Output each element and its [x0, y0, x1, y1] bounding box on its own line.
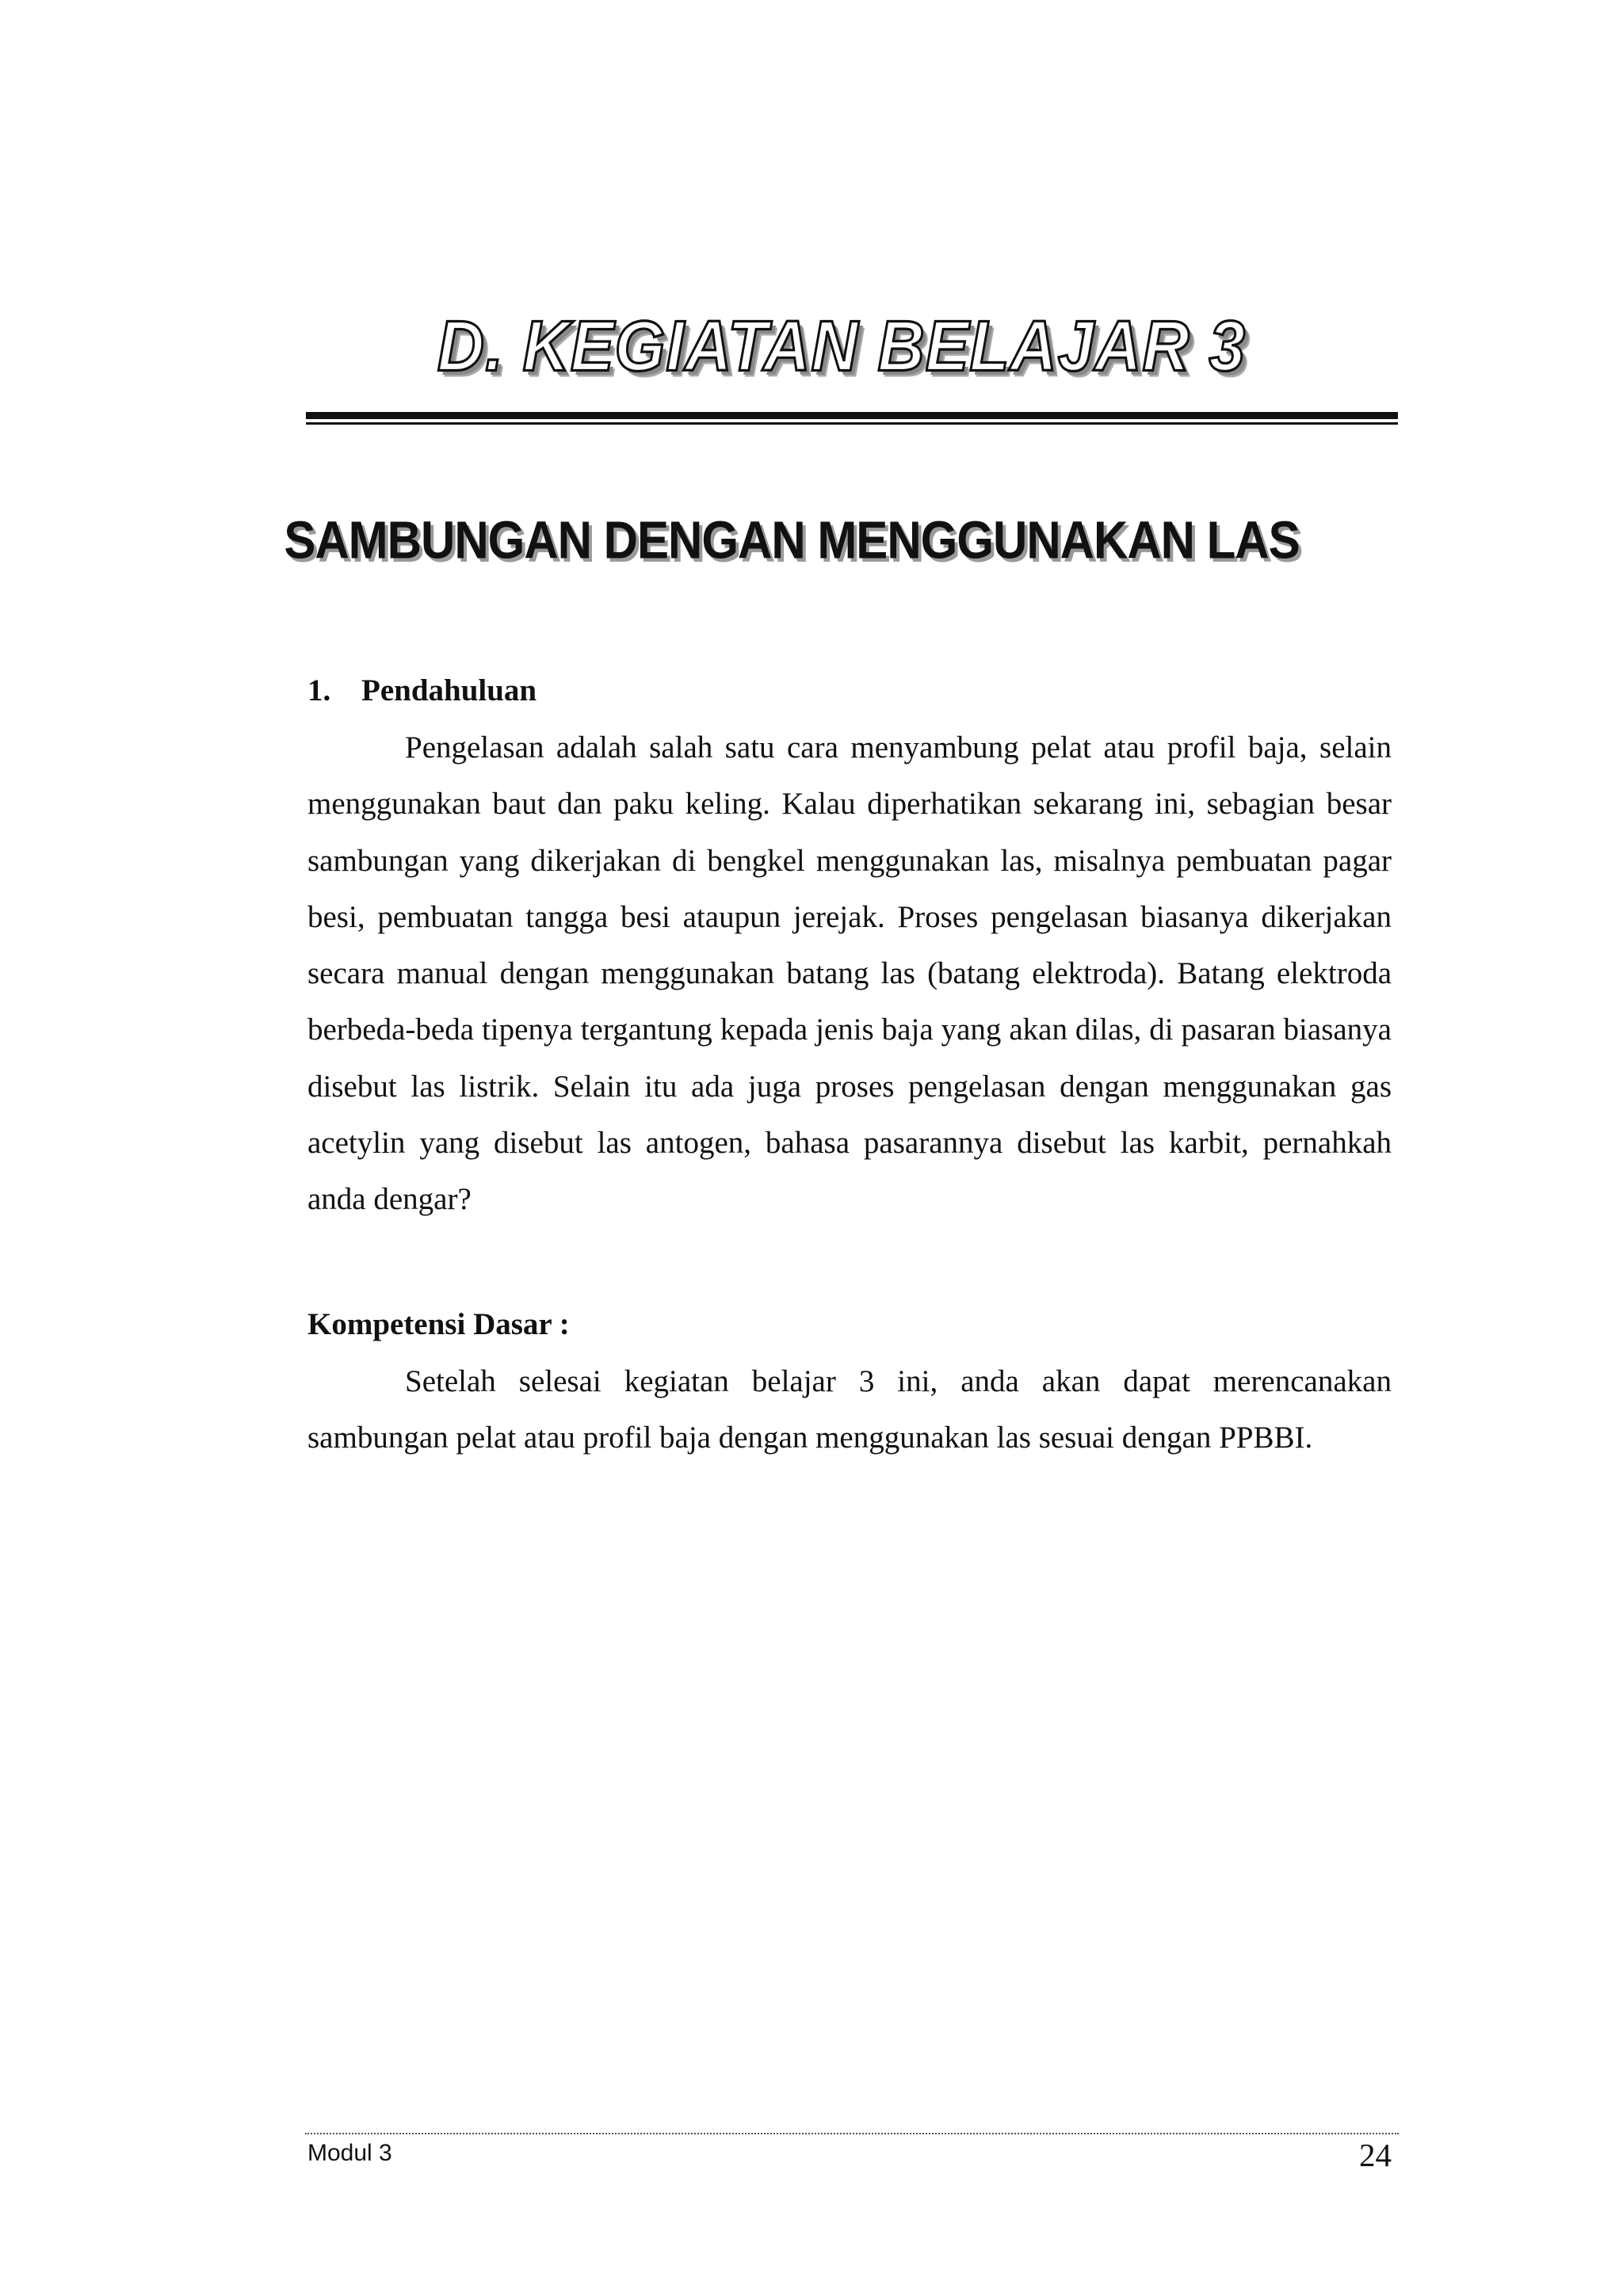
section-heading-text: Pendahuluan	[361, 673, 537, 707]
competency-heading: Kompetensi Dasar :	[307, 1306, 570, 1341]
page-title: D. KEGIATAN BELAJAR 3	[437, 307, 1247, 387]
body-content	[307, 662, 1392, 1466]
title-divider-thin	[306, 422, 1398, 425]
title-divider-thick	[306, 412, 1398, 419]
page-number: 24	[1359, 2137, 1392, 2173]
footer-module-label: Modul 3	[307, 2140, 392, 2166]
section-number: 1.	[307, 673, 331, 707]
introduction-paragraph: Pengelasan adalah salah satu cara menyambung pelat atau profil baja, selain menggunakan baut dan paku keling. Kalau diperhatikan sekarang ini, sebagian besar sambungan yang dikerjakan di bengkel menggunakan las, misalnya pembuatan pagar besi, pembuatan tangga besi ataupun jerejak. Proses pengelasan biasanya dikerjakan secara manual dengan menggunakan batang las (batang elektroda). Batang elektroda berbeda-beda tipenya tergantung kepada jenis baja yang akan dilas, di pasaran biasanya disebut las listrik. Selain itu ada juga proses pengelasan dengan menggunakan gas acetylin yang disebut las antogen, bahasa pasarannya disebut las karbit, pernahkah anda dengar?	[307, 730, 1392, 1217]
footer-divider	[305, 2133, 1399, 2134]
section-heading	[307, 662, 1392, 719]
page-subtitle: SAMBUNGAN DENGAN MENGGUNAKAN LAS	[284, 509, 1300, 570]
competency-paragraph: Setelah selesai kegiatan belajar 3 ini, anda akan dapat merencanakan sambungan pelat atau profil baja dengan menggunakan las sesuai dengan PPBBI.	[307, 1363, 1392, 1455]
